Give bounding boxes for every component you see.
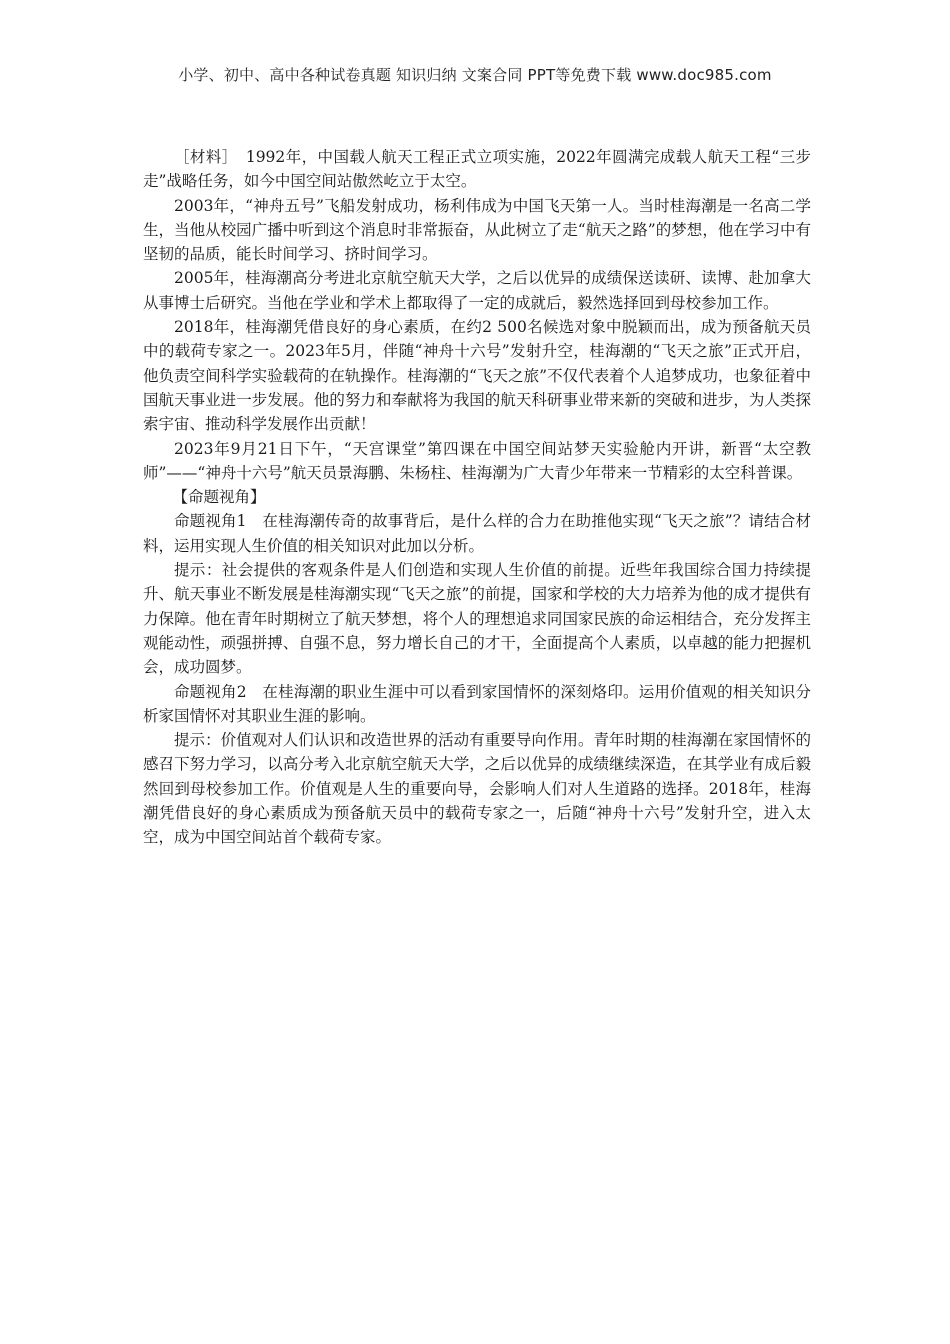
material-paragraph-2005: 2005年，桂海潮高分考进北京航空航天大学，之后以优异的成绩保送读研、读博、赴加拿大从事博士后研究。当他在学业和学术上都取得了一定的成就后，毅然选择回到母校参加工作。 bbox=[143, 269, 811, 312]
hint-perspective-1: 提示：社会提供的客观条件是人们创造和实现人生价值的前提。近些年我国综合国力持续提升、航天事业不断发展是桂海潮实现“飞天之旅”的前提，国家和学校的大力培养为他的成才提供有力保障。他在青年时期树立了航天梦想，将个人的理想追求同国家民族的命运相结合，充分发挥主观能动性，顽强拼搏、自强不息，努力增长自己的才干，全面提高个人素质，以卓越的能力把握机会，成功圆梦。 bbox=[143, 561, 811, 677]
material-paragraph-2003: 2003年，“神舟五号”飞船发射成功，杨利伟成为中国飞天第一人。当时桂海潮是一名高二学生，当他从校园广播中听到这个消息时非常振奋，从此树立了走“航天之路”的梦想，他在学习中有坚韧的品质，能长时间学习、挤时间学习。 bbox=[143, 196, 811, 264]
material-paragraph-2023: 2023年9月21日下午，“天宫课堂”第四课在中国空间站梦天实验舱内开讲，新晋“太空教师”——“神舟十六号”航天员景海鹏、朱杨柱、桂海潮为广大青少年带来一节精彩的太空科普课。 bbox=[143, 439, 811, 482]
question-perspective-1: 命题视角1 在桂海潮传奇的故事背后，是什么样的合力在助推他实现“飞天之旅”？请结合材料，运用实现人生价值的相关知识对此加以分析。 bbox=[143, 512, 811, 555]
section-heading-perspective: 【命题视角】 bbox=[172, 488, 266, 507]
page-header-banner: 小学、初中、高中各种试卷真题 知识归纳 文案合同 PPT等免费下载 www.doc985.com bbox=[178, 66, 772, 84]
material-paragraph-1992: ［材料］ 1992年，中国载人航天工程正式立项实施，2022年圆满完成载人航天工程“三步走”战略任务，如今中国空间站傲然屹立于太空。 bbox=[143, 148, 811, 191]
hint-perspective-2: 提示：价值观对人们认识和改造世界的活动有重要导向作用。青年时期的桂海潮在家国情怀的感召下努力学习，以高分考入北京航空航天大学，之后以优异的成绩继续深造，在其学业有成后毅然回到母校参加工作。价值观是人生的重要向导，会影响人们对人生道路的选择。2018年，桂海潮凭借良好的身心素质成为预备航天员中的载荷专家之一，后随“神舟十六号”发射升空，进入太空，成为中国空间站首个载荷专家。 bbox=[143, 731, 811, 847]
document-body bbox=[143, 145, 811, 850]
question-perspective-2: 命题视角2 在桂海潮的职业生涯中可以看到家国情怀的深刻烙印。运用价值观的相关知识分析家国情怀对其职业生涯的影响。 bbox=[143, 682, 811, 725]
material-paragraph-2018: 2018年，桂海潮凭借良好的身心素质，在约2 500名候选对象中脱颖而出，成为预备航天员中的载荷专家之一。2023年5月，伴随“神舟十六号”发射升空，桂海潮的“飞天之旅”正式开启，他负责空间科学实验载荷的在轨操作。桂海潮的“飞天之旅”不仅代表着个人追梦成功，也象征着中国航天事业进一步发展。他的努力和奉献将为我国的航天科研事业带来新的突破和进步，为人类探索宇宙、推动科学发展作出贡献！ bbox=[143, 318, 811, 434]
